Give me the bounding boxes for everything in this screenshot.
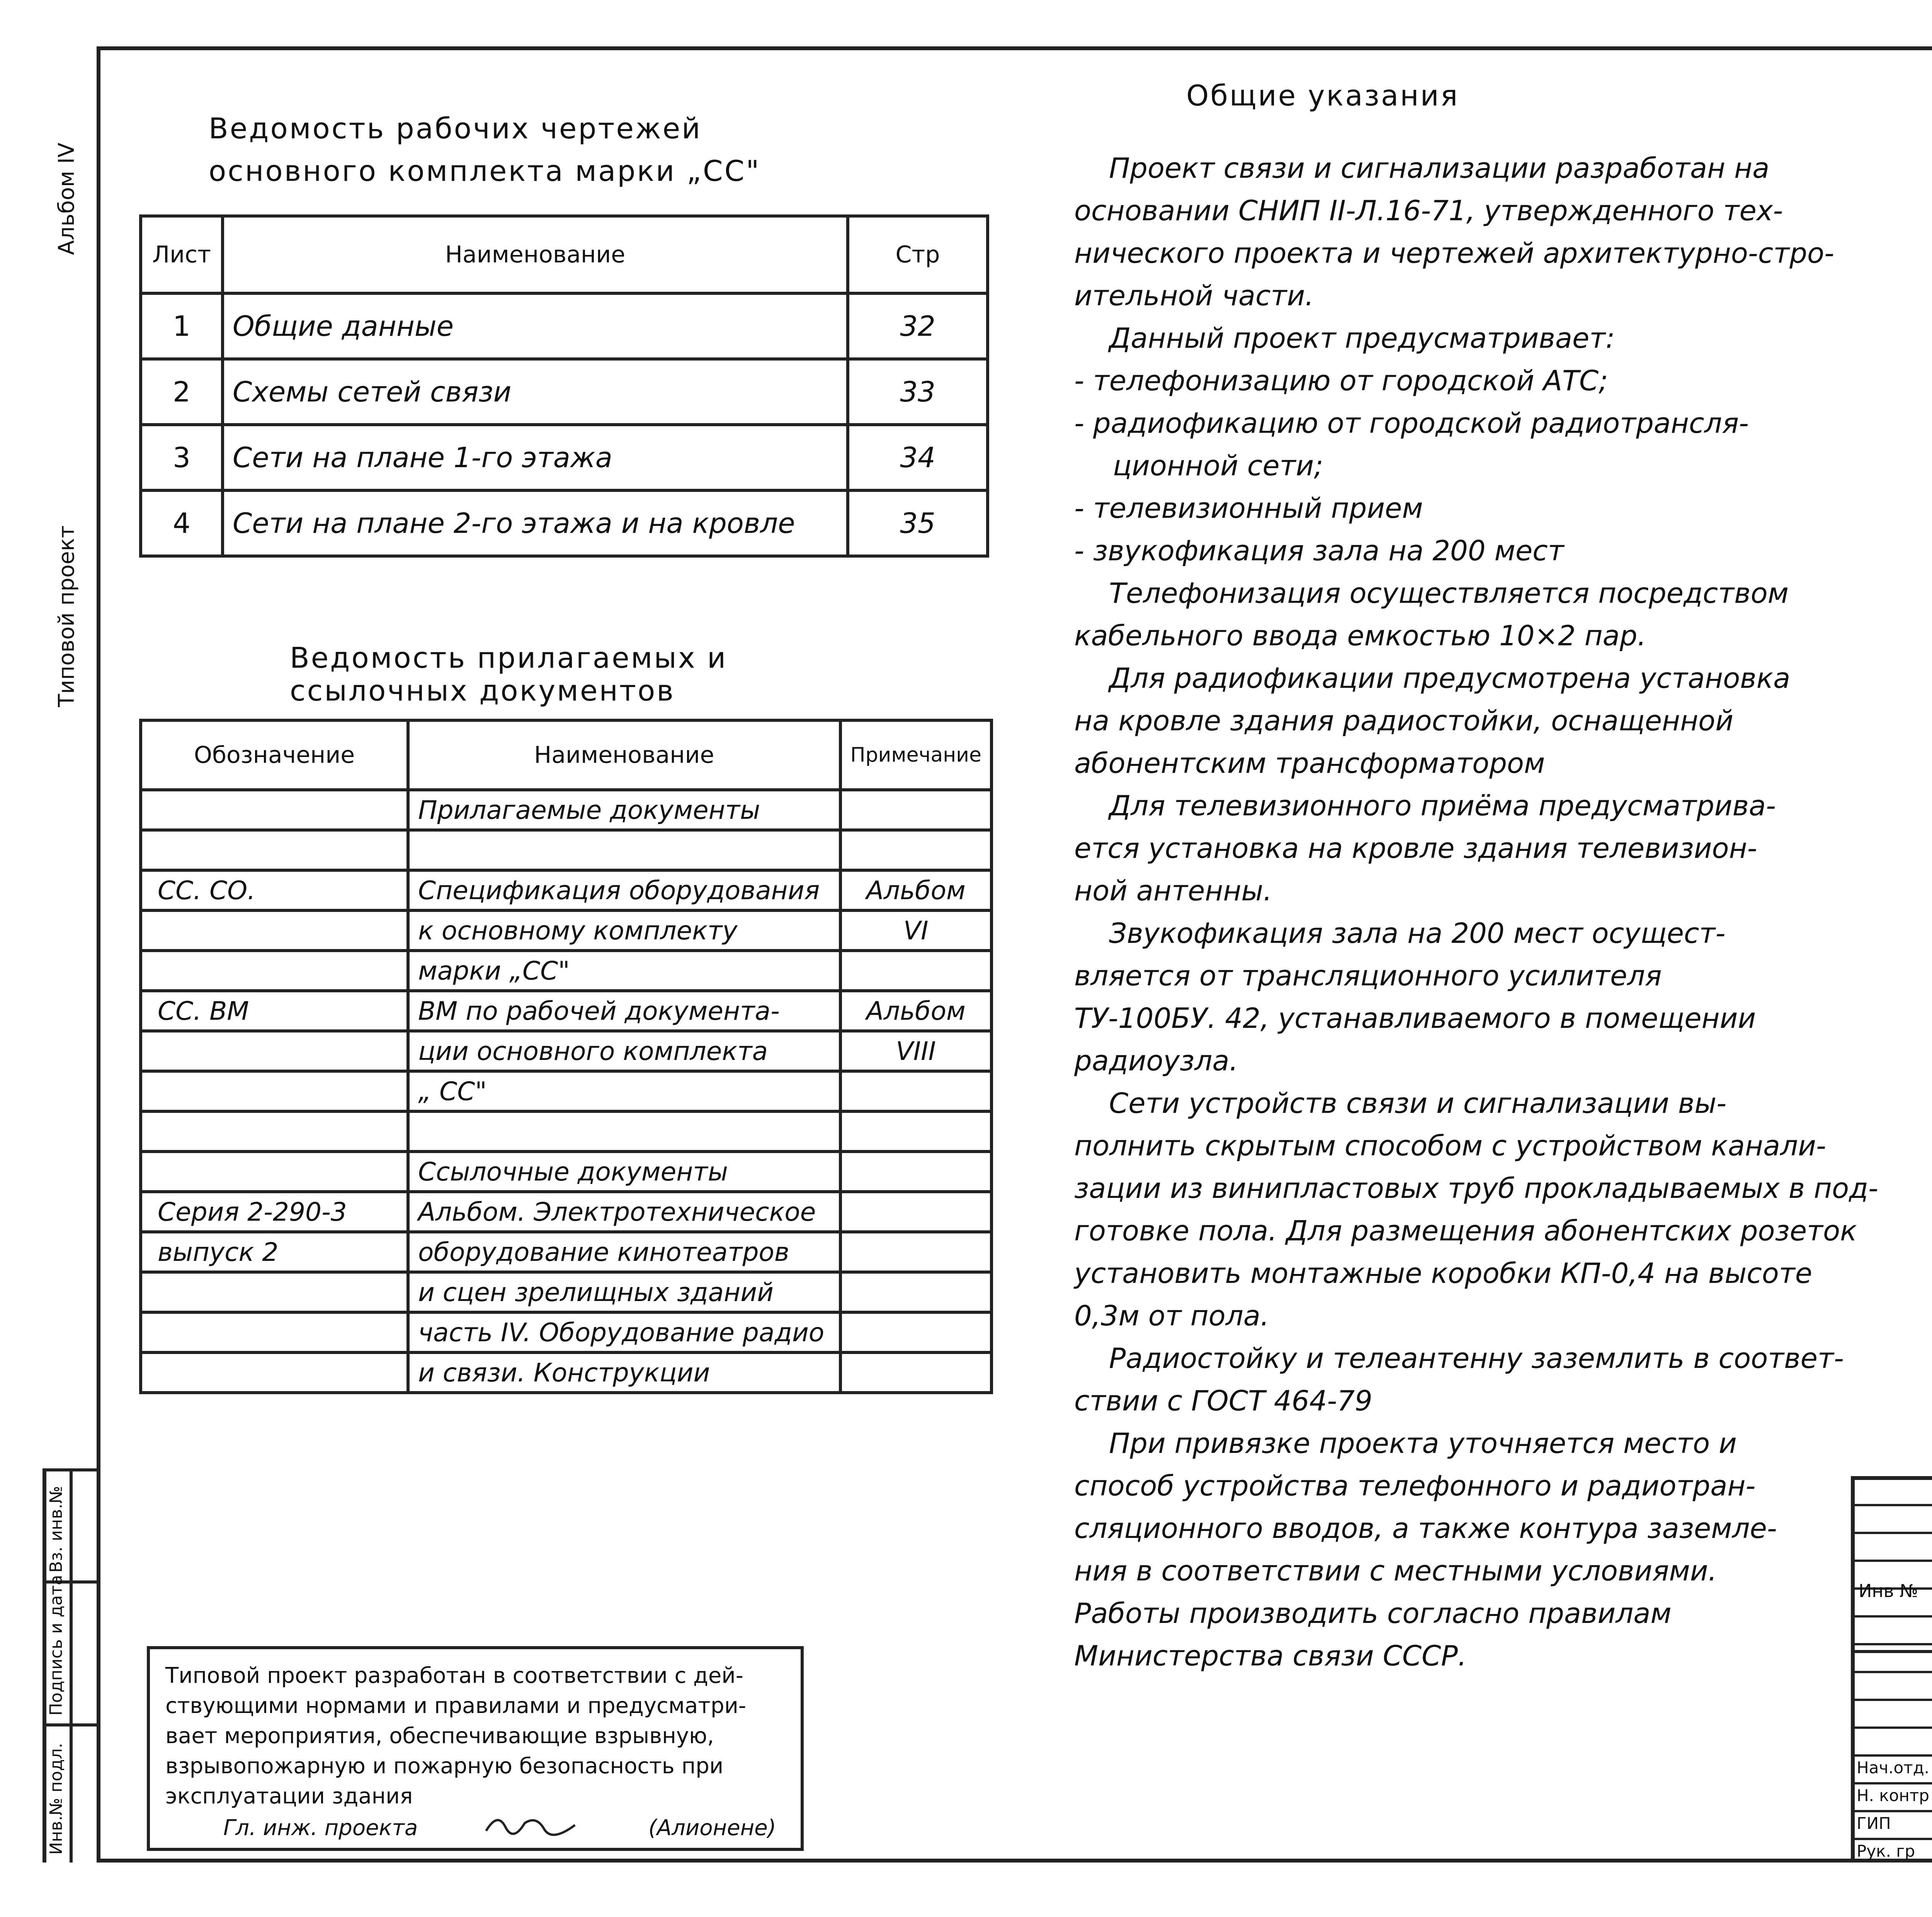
chief-engineer-signature <box>482 1808 583 1839</box>
table-cell: Альбом <box>840 991 992 1031</box>
stamp-strip-border <box>43 1468 46 1863</box>
table-row <box>141 910 992 951</box>
stamp-inv: Инв.№ подл. <box>46 1743 66 1855</box>
table-cell: ции основного комплекта <box>408 1031 840 1071</box>
table-cell: VI <box>840 910 992 951</box>
col-sheet: Лист <box>141 216 223 293</box>
table-row <box>141 991 992 1031</box>
table-cell: марки „СС" <box>408 951 840 991</box>
general-notes-body <box>1074 147 1878 1677</box>
note-line: - телефонизацию от городской АТС; <box>1074 364 1608 397</box>
note-line: ной антенны. <box>1074 874 1272 907</box>
table-cell <box>840 1352 992 1393</box>
note-line: Министерства связи СССР. <box>1074 1640 1467 1672</box>
tb-grid-row <box>1851 1671 1932 1673</box>
note-line: - телевизионный прием <box>1074 492 1423 524</box>
signature-role: Нач.отд. <box>1857 1758 1930 1777</box>
tb-grid-row <box>1851 1810 1932 1812</box>
table-cell: Серия 2-290-3 <box>141 1192 408 1232</box>
table-cell <box>141 1272 408 1312</box>
tb-grid-row <box>1851 1532 1932 1534</box>
table-row <box>141 1152 992 1192</box>
table-row: 3 Сети на плане 1-го этажа 34 <box>141 425 988 490</box>
note-line: полнить скрытым способом с устройством канали- <box>1074 1129 1826 1162</box>
note-line: ТУ-100БУ. 42, устанавливаемого в помещении <box>1074 1002 1756 1034</box>
table-row <box>141 790 992 830</box>
chief-engineer-role: Гл. инж. проекта <box>223 1815 418 1840</box>
note-line: нического проекта и чертежей архитектурно-стро- <box>1074 237 1835 269</box>
table-cell <box>840 830 992 870</box>
table-cell <box>840 951 992 991</box>
note-line: - звукофикация зала на 200 мест <box>1074 534 1564 567</box>
standards-note-line: Типовой проект разработан в соответствии с дей- <box>165 1663 743 1688</box>
table-cell: VIII <box>840 1031 992 1071</box>
table-cell <box>840 1111 992 1152</box>
table-cell <box>141 790 408 830</box>
standards-note-line: взрывопожарную и пожарную безопасность при <box>165 1754 724 1779</box>
note-line: Для радиофикации предусмотрена установка <box>1109 662 1791 694</box>
note-line: 0,3м от пола. <box>1074 1300 1269 1332</box>
table-row: 2 Схемы сетей связи 33 <box>141 359 988 425</box>
signature-role: Рук. гр <box>1857 1842 1915 1861</box>
table-cell <box>141 1312 408 1352</box>
table-cell <box>840 1152 992 1192</box>
table-cell: Альбом. Электротехническое <box>408 1192 840 1232</box>
table-row <box>141 951 992 991</box>
note-line: кабельного ввода емкостью 10×2 пар. <box>1074 619 1646 652</box>
note-line: на кровле здания радиостойки, оснащенной <box>1074 704 1734 737</box>
tb-grid-row <box>1851 1782 1932 1784</box>
standards-note-line: ствующими нормами и правилами и предусматри- <box>165 1693 747 1718</box>
table-cell <box>141 1071 408 1111</box>
table-cell: оборудование кинотеатров <box>408 1232 840 1272</box>
note-line: Для телевизионного приёма предусматрива- <box>1109 789 1776 822</box>
col-page: Стр <box>848 216 988 293</box>
inv-label: Инв № <box>1859 1580 1918 1601</box>
note-line: абонентским трансформатором <box>1074 747 1545 779</box>
table-cell <box>141 830 408 870</box>
table-row <box>141 1071 992 1111</box>
note-line: - радиофикацию от городской радиотрансля- <box>1074 407 1749 439</box>
tb-grid-row <box>1851 1504 1932 1506</box>
note-line: сляционного вводов, а также контура заземле- <box>1074 1512 1777 1544</box>
signature-role: Н. контр <box>1857 1786 1929 1805</box>
note-line: установить монтажные коробки КП-0,4 на высоте <box>1074 1257 1813 1289</box>
note-line: ительной части. <box>1074 279 1314 312</box>
note-line: радиоузла. <box>1074 1044 1238 1077</box>
note-line: Данный проект предусматривает: <box>1109 322 1615 354</box>
working-drawings-title-1: Ведомость рабочих чертежей <box>209 112 702 145</box>
tb-grid-row <box>1851 1615 1932 1618</box>
note-line: Проект связи и сигнализации разработан на <box>1109 152 1770 184</box>
tb-grid-row <box>1851 1643 1932 1645</box>
table-cell: СС. СО. <box>141 870 408 910</box>
stamp-vz: Вз. инв.№ <box>46 1486 66 1573</box>
note-line: ния в соответствии с местными условиями. <box>1074 1555 1717 1587</box>
tb-grid-row <box>1851 1560 1932 1562</box>
table-cell: выпуск 2 <box>141 1232 408 1272</box>
table-cell: „ СС" <box>408 1071 840 1111</box>
note-line: Телефонизация осуществляется посредством <box>1109 577 1789 609</box>
album-label: Альбом IV <box>54 143 79 255</box>
stamp-strip-top <box>43 1468 100 1471</box>
standards-note-line: вает мероприятия, обеспечивающие взрывную, <box>165 1723 714 1749</box>
documents-title-2: ссылочных документов <box>290 674 675 708</box>
note-line: способ устройства телефонного и радиотран- <box>1074 1470 1756 1502</box>
tb-grid-row <box>1851 1754 1932 1757</box>
table-cell: СС. ВМ <box>141 991 408 1031</box>
table-row <box>141 1031 992 1071</box>
table-cell: Альбом <box>840 870 992 910</box>
table-cell <box>840 1232 992 1272</box>
note-line: Сети устройств связи и сигнализации вы- <box>1109 1087 1727 1119</box>
table-cell <box>141 910 408 951</box>
note-line: ется установка на кровле здания телевизион- <box>1074 832 1757 864</box>
table-cell: к основному комплекту <box>408 910 840 951</box>
table-cell <box>840 1071 992 1111</box>
documents-table <box>139 719 993 1394</box>
tb-grid-row <box>1851 1699 1932 1701</box>
col-name: Наименование <box>408 720 840 790</box>
table-cell: Ссылочные документы <box>408 1152 840 1192</box>
table-cell: и связи. Конструкции <box>408 1352 840 1393</box>
table-row <box>141 1272 992 1312</box>
note-line: Звукофикация зала на 200 мест осущест- <box>1109 917 1726 949</box>
note-line: вляется от трансляционного усилителя <box>1074 959 1662 992</box>
chief-engineer-name: (Алионене) <box>648 1815 776 1840</box>
general-notes-title: Общие указания <box>1186 79 1459 112</box>
note-line: готовке пола. Для размещения абонентских розеток <box>1074 1214 1857 1247</box>
table-cell <box>408 830 840 870</box>
stamp-strip-sep <box>43 1723 100 1726</box>
table-cell <box>141 1152 408 1192</box>
standards-note-line: эксплуатации здания <box>165 1784 413 1809</box>
note-line: зации из винипластовых труб прокладываемых в под- <box>1074 1172 1878 1204</box>
table-row <box>141 1111 992 1152</box>
working-drawings-title-2: основного комплекта марки „СС" <box>209 155 761 188</box>
table-row <box>141 1352 992 1393</box>
table-row: 1 Общие данные 32 <box>141 293 988 359</box>
note-line: основании СНИП II-Л.16-71, утвержденного тех- <box>1074 194 1783 227</box>
col-designation: Обозначение <box>141 720 408 790</box>
note-line: Работы производить согласно правилам <box>1074 1597 1672 1630</box>
table-cell <box>840 1312 992 1352</box>
table-row <box>141 870 992 910</box>
standards-note-box <box>147 1646 804 1851</box>
table-cell <box>141 1031 408 1071</box>
stamp-sign: Подпись и дата <box>46 1575 66 1716</box>
table-cell <box>141 1352 408 1393</box>
table-cell <box>141 1111 408 1152</box>
table-cell <box>840 1192 992 1232</box>
note-line: Радиостойку и телеантенну заземлить в соответ- <box>1109 1342 1844 1374</box>
table-cell <box>840 790 992 830</box>
documents-title-1: Ведомость прилагаемых и <box>290 641 728 675</box>
table-cell: Прилагаемые документы <box>408 790 840 830</box>
table-cell: и сцен зрелищных зданий <box>408 1272 840 1312</box>
type-project-label: Типовой проект <box>54 525 79 707</box>
table-row <box>141 1192 992 1232</box>
table-row <box>141 830 992 870</box>
tb-grid-row <box>1851 1476 1932 1478</box>
stamp-strip-line <box>70 1468 73 1863</box>
table-cell: ВМ по рабочей документа- <box>408 991 840 1031</box>
note-line: При привязке проекта уточняется место и <box>1109 1427 1737 1459</box>
signature-role: ГИП <box>1857 1814 1891 1833</box>
table-cell: Спецификация оборудования <box>408 870 840 910</box>
tb-line <box>1851 1650 1932 1653</box>
table-cell <box>141 951 408 991</box>
table-row <box>141 1232 992 1272</box>
table-cell: часть IV. Оборудование радио <box>408 1312 840 1352</box>
col-name: Наименование <box>223 216 848 293</box>
note-line: ствии с ГОСТ 464-79 <box>1074 1385 1372 1417</box>
tb-grid-row <box>1851 1726 1932 1729</box>
table-cell <box>840 1272 992 1312</box>
working-drawings-table <box>139 214 989 558</box>
col-note: Примечание <box>840 720 992 790</box>
table-cell <box>408 1111 840 1152</box>
note-line: ционной сети; <box>1113 449 1323 482</box>
tb-grid-row <box>1851 1838 1932 1840</box>
table-row: 4 Сети на плане 2-го этажа и на кровле 35 <box>141 490 988 556</box>
table-row <box>141 1312 992 1352</box>
